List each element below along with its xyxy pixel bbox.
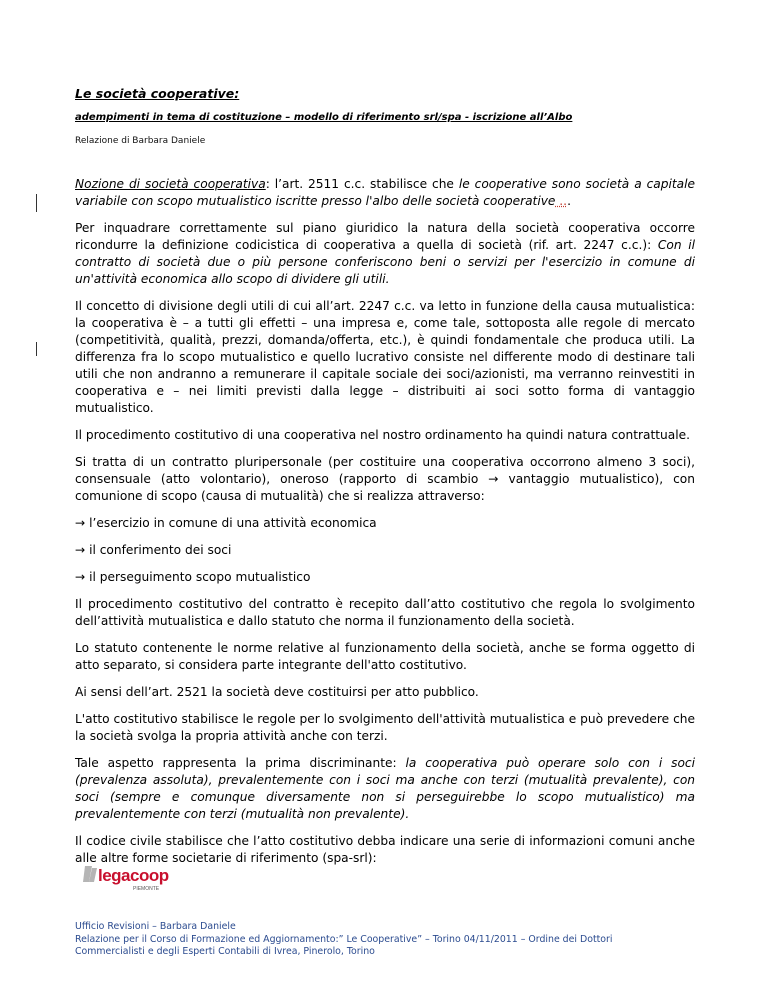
- page-footer: [75, 921, 715, 959]
- footer-line: Commercialisti e degli Esperti Contabili di Ivrea, Pinerolo, Torino: [75, 946, 375, 958]
- paragraph-definition: [75, 176, 695, 210]
- paragraph-legal-nature: [75, 220, 695, 288]
- list-item: → il perseguimento scopo mutualistico: [75, 570, 311, 584]
- definition-term: Nozione di società cooperativa: [75, 177, 266, 191]
- revision-change-bar: [36, 342, 37, 356]
- paragraph-public-act: Ai sensi dell’art. 2521 la società deve costituirsi per atto pubblico.: [75, 685, 479, 699]
- paragraph-procedure: Il procedimento costitutivo di una cooperativa nel nostro ordinamento ha quindi natura contrattuale.: [75, 428, 690, 442]
- footnote-marker[interactable]: ..: [555, 194, 568, 208]
- document-body: [75, 176, 695, 877]
- list-item: → il conferimento dei soci: [75, 543, 232, 557]
- paragraph-civil-code: Il codice civile stabilisce che l’atto costitutivo debba indicare una serie di informazioni comuni anche alle altre forme societarie di riferimento (spa-srl):: [75, 834, 695, 865]
- paragraph-discriminant: [75, 755, 695, 823]
- footer-line: Relazione per il Corso di Formazione ed Aggiornamento:” Le Cooperative” – Torino 04/11/2011 – Ordine dei Dottori: [75, 933, 613, 945]
- paragraph-statute: Lo statuto contenente le norme relative al funzionamento della società, anche se forma oggetto di atto separato, si considera parte integrante dell'atto costitutivo.: [75, 641, 695, 672]
- paragraph-text: Per inquadrare correttamente sul piano giuridico la natura della società cooperativa occorre ricondurre la definizione codicistica di cooperativa a quella di società (rif. art. 2247 c.c.):: [75, 221, 695, 252]
- list-item: → l’esercizio in comune di una attività economica: [75, 516, 377, 530]
- paragraph-contract: Si tratta di un contratto pluripersonale (per costituire una cooperativa occorrono almeno 3 soci), consensuale (atto volontario), oneroso (rapporto di scambio → vantaggio mutualistico), con comunione di scopo (causa di mutualità) che si realizza attraverso:: [75, 455, 695, 503]
- logo-wordmark: legacoop: [98, 866, 169, 885]
- paragraph-text: : l’art. 2511 c.c. stabilisce che: [265, 177, 459, 191]
- legacoop-logo: [83, 862, 173, 892]
- discriminant-quote: la cooperativa può operare solo con i soci (prevalenza assoluta), prevalentemente con i soci ma anche con terzi (mutualità prevalente), con soci (sempre e comunque diversamente non si perseguirebbe lo scopo mutualistico) ma prevalentemente con terzi (mutualità non prevalente).: [75, 756, 695, 821]
- document-title: Le società cooperative:: [75, 86, 240, 101]
- document-author: Relazione di Barbara Daniele: [75, 136, 206, 146]
- document-subtitle: adempimenti in tema di costituzione – modello di riferimento srl/spa - iscrizione all’Albo: [75, 112, 573, 123]
- paragraph-deed: Il procedimento costitutivo del contratto è recepito dall’atto costitutivo che regola lo svolgimento dell’attività mutualistica e dallo statuto che norma il funzionamento della società.: [75, 597, 695, 628]
- logo-subtext: PIEMONTE: [133, 886, 160, 892]
- paragraph-third-parties: L'atto costitutivo stabilisce le regole per lo svolgimento dell'attività mutualistica e può prevedere che la società svolga la propria attività anche con terzi.: [75, 712, 695, 743]
- footer-line: Ufficio Revisioni – Barbara Daniele: [75, 921, 236, 932]
- paragraph-profit-division: Il concetto di divisione degli utili di cui all’art. 2247 c.c. va letto in funzione della causa mutualistica: la cooperativa è – a tutti gli effetti – una impresa e, come tale, sottoposta alle regole di mercato (competitività, qualità, prezzi, domanda/offerta, etc.), è quindi fondamentale che produca utili. La differenza fra lo scopo mutualistico e quello lucrativo consiste nel differente modo di destinare tali utili che non andranno a remunerare il capitale sociale dei soci/azionisti, ma verranno reinvestiti in cooperativa e – nei limiti previsti dalla legge – distribuiti ai soci sotto forma di vantaggio mutualistico.: [75, 299, 695, 415]
- code-quote: Con il contratto di società due o più persone conferiscono beni o servizi per l'esercizio in comune di un'attività economica allo scopo di dividere gli utili.: [75, 238, 695, 286]
- paragraph-text: .: [567, 194, 571, 208]
- paragraph-text: Tale aspetto rappresenta la prima discriminante:: [75, 756, 406, 770]
- definition-quote: le cooperative sono società a capitale variabile con scopo mutualistico iscritte presso l'albo delle società cooperative: [75, 177, 695, 208]
- revision-change-bar: [36, 194, 37, 212]
- legacoop-logo-mark: [83, 862, 173, 892]
